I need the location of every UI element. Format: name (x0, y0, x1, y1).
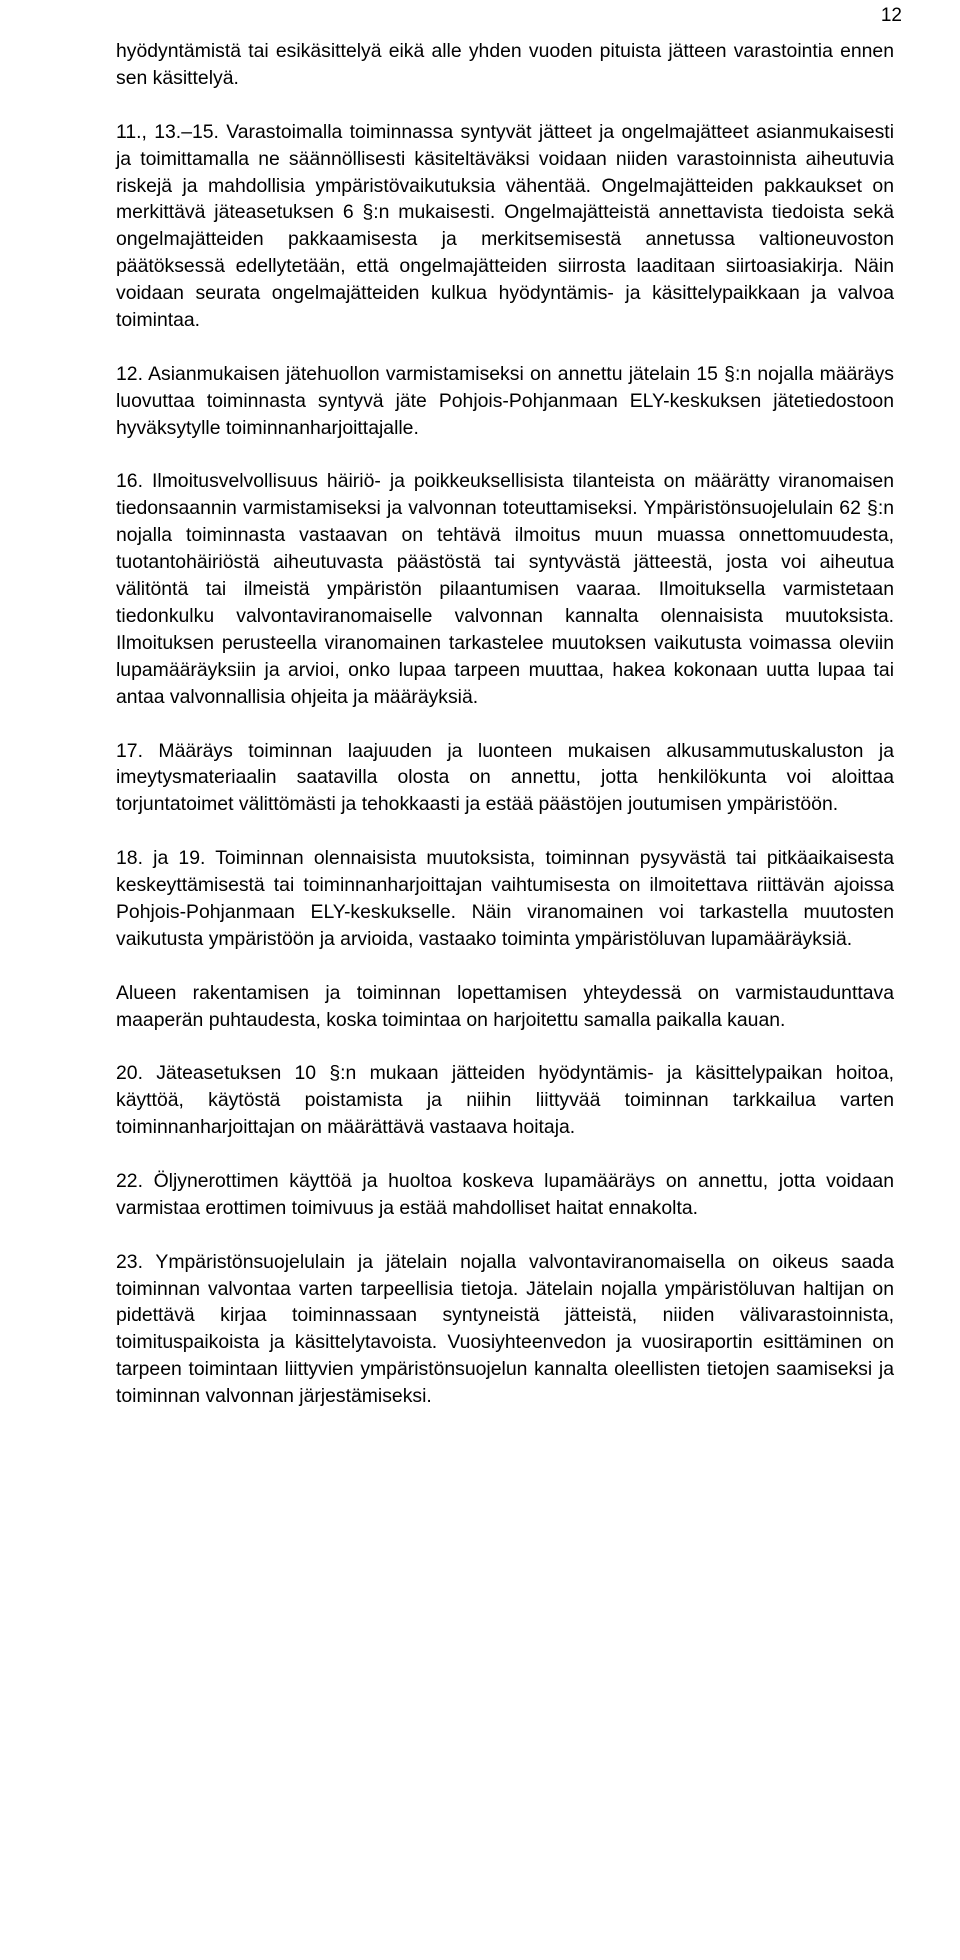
page-number: 12 (880, 5, 902, 26)
paragraph: 23. Ympäristönsuojelulain ja jätelain nojalla valvontaviranomaisella on oikeus saada toiminnan valvontaa varten tarpeellisia tietoja. Jätelain nojalla ympäristöluvan haltijan on pidettävä kirjaa toiminnassaan syntyneistä jätteistä, niiden välivarastoinnista, toimituspaikoista ja käsittelytavoista. Vuosiyhteenvedon ja vuosiraportin esittäminen on tarpeen toimintaan liittyvien ympäristönsuojelun kannalta oleellisten tietojen saamiseksi ja toiminnan valvonnan järjestämiseksi. (116, 1250, 894, 1408)
paragraph: 22. Öljynerottimen käyttöä ja huoltoa koskeva lupamääräys on annettu, jotta voidaan varmistaa erottimen toimivuus ja estää mahdolliset haitat ennakolta. (116, 1169, 894, 1219)
paragraph: 16. Ilmoitusvelvollisuus häiriö- ja poikkeuksellisista tilanteista on määrätty viranomaisen tiedonsaannin varmistamiseksi ja valvonnan toteuttamiseksi. Ympäristönsuojelulain 62 §:n nojalla toiminnasta vastaavan on tehtävä ilmoitus muun muassa onnettomuudesta, tuotantohäiriöstä aiheutuvasta päästöstä tai syntyvästä jätteestä, josta voi aiheutua välitöntä tai ilmeistä ympäristön pilaantumisen vaaraa. Ilmoituksella varmistetaan tiedonkulku valvontaviranomaiselle valvonnan kannalta olennaisista muutoksista. Ilmoituksen perusteella viranomainen tarkastelee muutoksen vaikutusta voimassa oleviin lupamääräyksiin ja arvioi, onko lupaa tarpeen muuttaa, hakea kokonaan uutta lupaa tai antaa valvonnallisia ohjeita ja määräyksiä. (116, 470, 894, 708)
paragraph: 18. ja 19. Toiminnan olennaisista muutoksista, toiminnan pysyvästä tai pitkäaikaisesta keskeyttämisestä tai toiminnanharjoittajan vaihtumisesta on ilmoitettava riittävän ajoissa Pohjois-Pohjanmaan ELY-keskukselle. Näin viranomainen voi tarkastella muutosten vaikutusta ympäristöön ja arvioida, vastaako toiminta ympäristöluvan lupamääräyksiä. (116, 847, 894, 950)
paragraph: hyödyntämistä tai esikäsittelyä eikä alle yhden vuoden pituista jätteen varastointia ennen sen käsittelyä. (116, 40, 894, 89)
paragraph: 12. Asianmukaisen jätehuollon varmistamiseksi on annettu jätelain 15 §:n nojalla määräys luovuttaa toiminnasta syntyvä jäte Pohjois-Pohjanmaan ELY-keskuksen jätetiedostoon hyväksytylle toiminnanharjoittajalle. (116, 362, 894, 439)
paragraph: 20. Jäteasetuksen 10 §:n mukaan jätteiden hyödyntämis- ja käsittelypaikan hoitoa, käyttöä, käytöstä poistamista ja niihin liittyvää toiminnan tarkkailua varten toiminnanharjoittajan on määrättävä vastaava hoitaja. (116, 1062, 894, 1139)
page-body (116, 38, 894, 1410)
paragraph: Alueen rakentamisen ja toiminnan lopettamisen yhteydessä on varmistaudunttava maaperän puhtaudesta, koska toimintaa on harjoitettu samalla paikalla kauan. (116, 981, 894, 1031)
paragraph: 17. Määräys toiminnan laajuuden ja luonteen mukaisen alkusammutuskaluston ja imeytysmateriaalin saatavilla olosta on annettu, jotta henkilökunta voi aloittaa torjuntatoimet välittömästi ja tehokkaasti ja estää päästöjen joutumisen ympäristöön. (116, 739, 894, 816)
paragraph: 11., 13.–15. Varastoimalla toiminnassa syntyvät jätteet ja ongelmajätteet asianmukaisesti ja toimittamalla ne säännöllisesti käsiteltäväksi voidaan niiden varastoinnista aiheutuvia riskejä ja mahdollisia ympäristövaikutuksia vähentää. Ongelmajätteiden pakkaukset on merkittävä jäteasetuksen 6 §:n mukaisesti. Ongelmajätteistä annettavista tiedoista sekä ongelmajätteiden pakkaamisesta ja merkitsemisestä annetussa valtioneuvoston päätöksessä edellytetään, että ongelmajätteiden siirrosta laaditaan siirtoasiakirja. Näin voidaan seurata ongelmajätteiden kulkua hyödyntämis- ja käsittelypaikkaan ja valvoa toimintaa. (116, 120, 894, 332)
